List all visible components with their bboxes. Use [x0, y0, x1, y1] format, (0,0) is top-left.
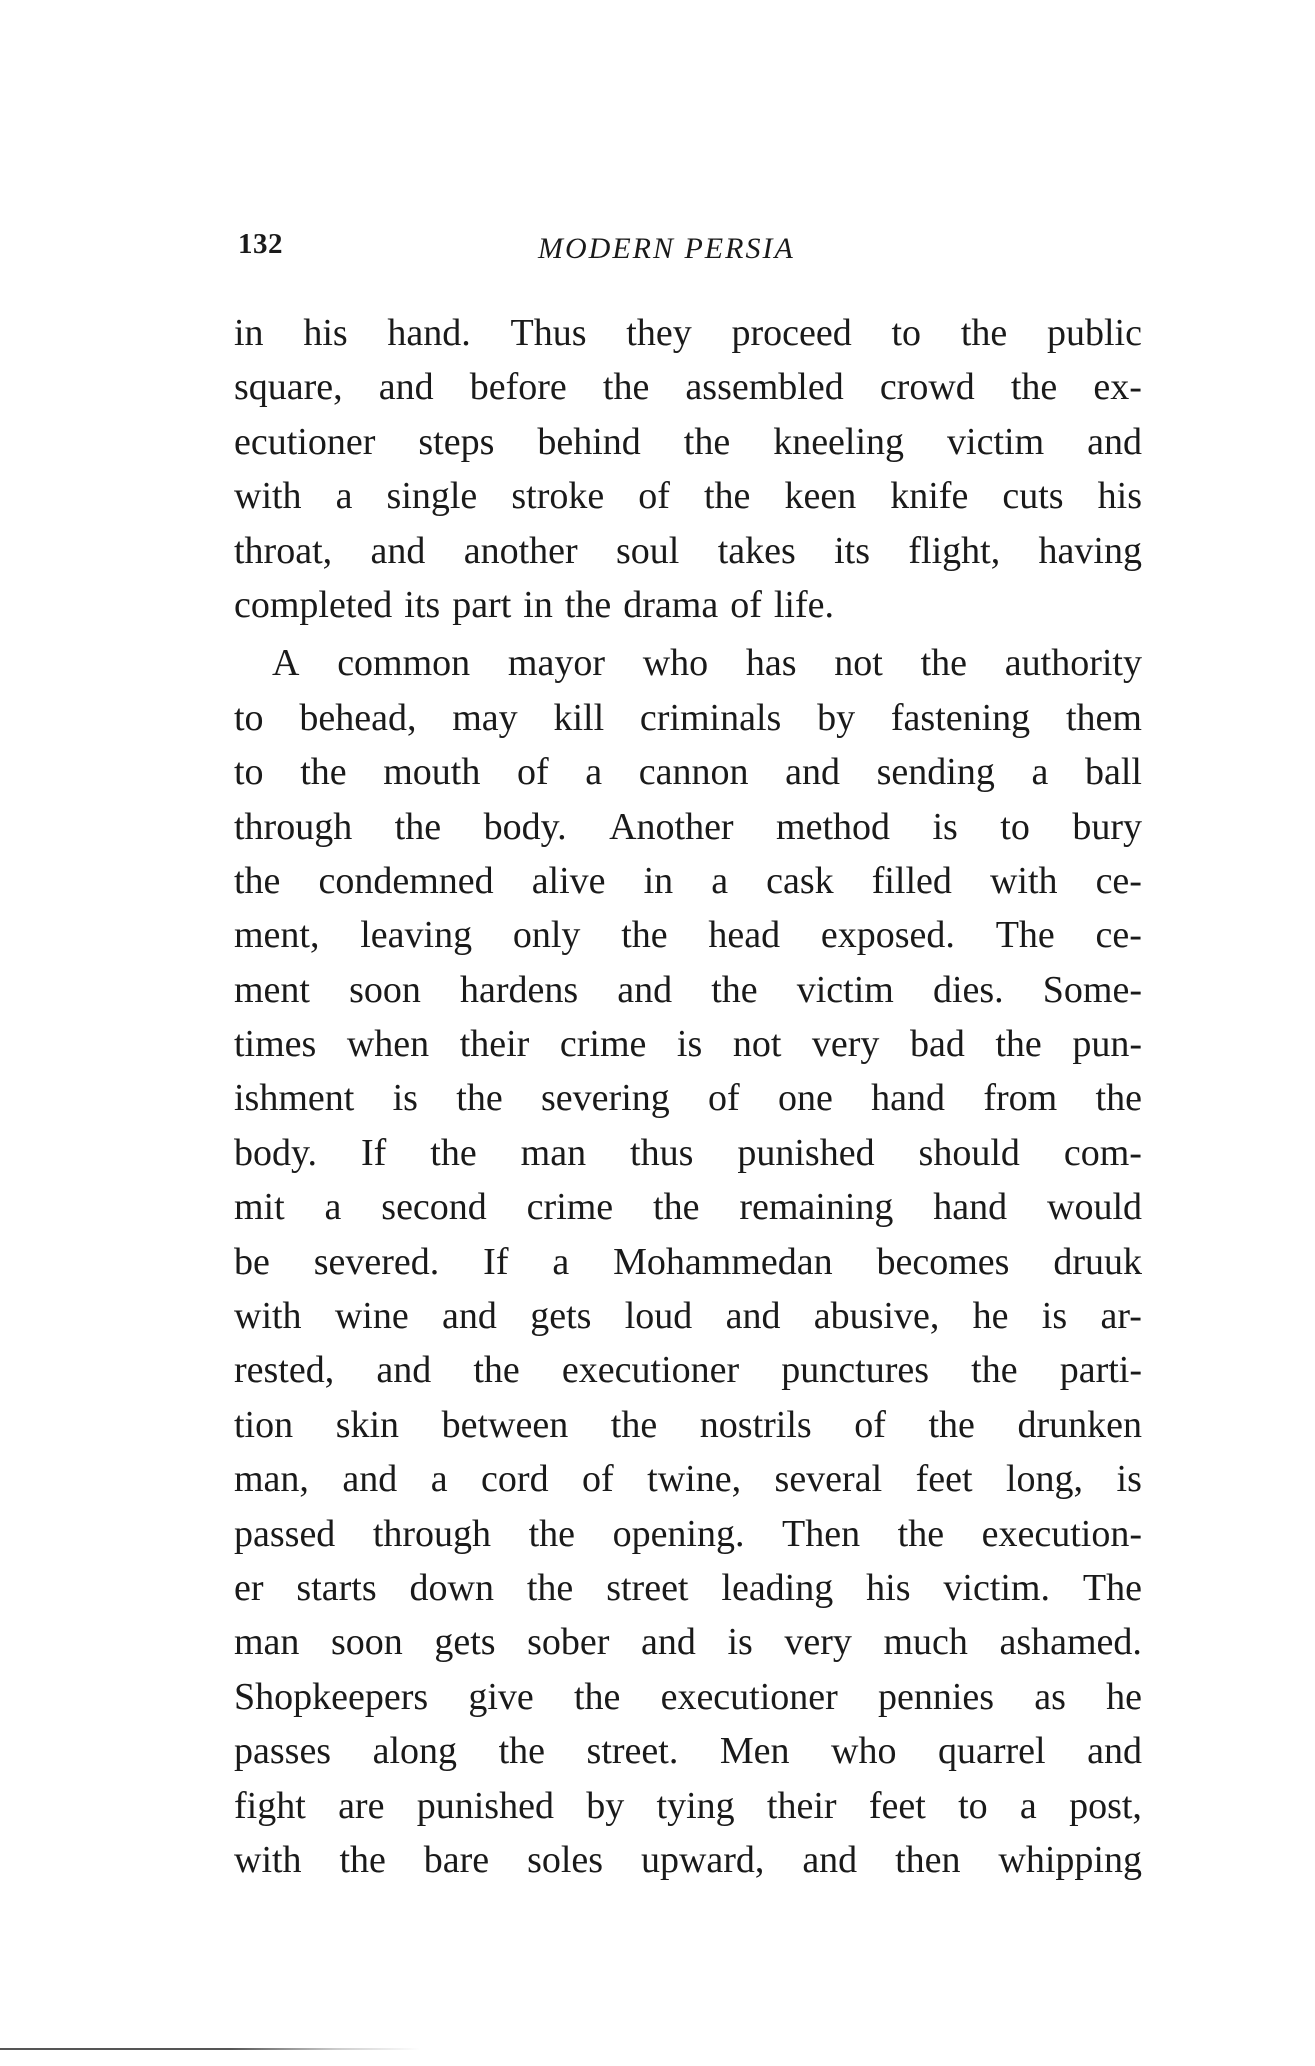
running-head — [238, 228, 1138, 268]
text-line: tion skin between the nostrils of the drunken — [234, 1403, 1142, 1446]
text-line: fight are punished by tying their feet to a post, — [234, 1784, 1142, 1827]
text-line: rested, and the executioner punctures the parti- — [234, 1349, 1142, 1392]
scan-edge-line — [0, 2048, 420, 2050]
text-line: with a single stroke of the keen knife cuts his — [234, 475, 1142, 518]
text-line: with the bare soles upward, and then whipping — [234, 1838, 1142, 1881]
text-line: be severed. If a Mohammedan becomes druuk — [234, 1240, 1142, 1283]
text-line: square, and before the assembled crowd the ex- — [234, 366, 1142, 409]
text-line: ment soon hardens and the victim dies. Some- — [234, 968, 1142, 1011]
text-line: through the body. Another method is to bury — [234, 805, 1142, 848]
text-line: ment, leaving only the head exposed. The ce- — [234, 914, 1142, 957]
body-text — [234, 306, 1142, 1887]
paragraph — [234, 636, 1142, 1887]
text-line: Shopkeepers give the executioner pennies as he — [234, 1675, 1142, 1718]
running-title: MODERN PERSIA — [538, 232, 795, 265]
text-line: in his hand. Thus they proceed to the public — [234, 312, 1142, 354]
text-line: with wine and gets loud and abusive, he is ar- — [234, 1295, 1142, 1338]
text-line: body. If the man thus punished should com- — [234, 1131, 1142, 1174]
text-line: ishment is the severing of one hand from the — [234, 1077, 1142, 1120]
page-number: 132 — [238, 228, 283, 260]
text-line: passed through the opening. Then the execution- — [234, 1512, 1142, 1555]
text-line: passes along the street. Men who quarrel and — [234, 1730, 1142, 1773]
text-line: A common mayor who has not the authority — [272, 642, 1142, 685]
text-line: mit a second crime the remaining hand would — [234, 1186, 1142, 1229]
text-line: ecutioner steps behind the kneeling victim and — [234, 420, 1142, 463]
paragraph — [234, 306, 1142, 632]
text-line: to behead, may kill criminals by fastening them — [234, 696, 1142, 739]
text-line: times when their crime is not very bad the pun- — [234, 1023, 1142, 1066]
text-line: the condemned alive in a cask filled with ce- — [234, 859, 1142, 902]
text-line: er starts down the street leading his victim. The — [234, 1566, 1142, 1609]
text-line: man soon gets sober and is very much ashamed. — [234, 1621, 1142, 1664]
text-line: to the mouth of a cannon and sending a ball — [234, 751, 1142, 794]
text-line: throat, and another soul takes its flight, having — [234, 529, 1142, 572]
text-line: man, and a cord of twine, several feet long, is — [234, 1458, 1142, 1501]
text-line: completed its part in the drama of life. — [234, 583, 835, 626]
